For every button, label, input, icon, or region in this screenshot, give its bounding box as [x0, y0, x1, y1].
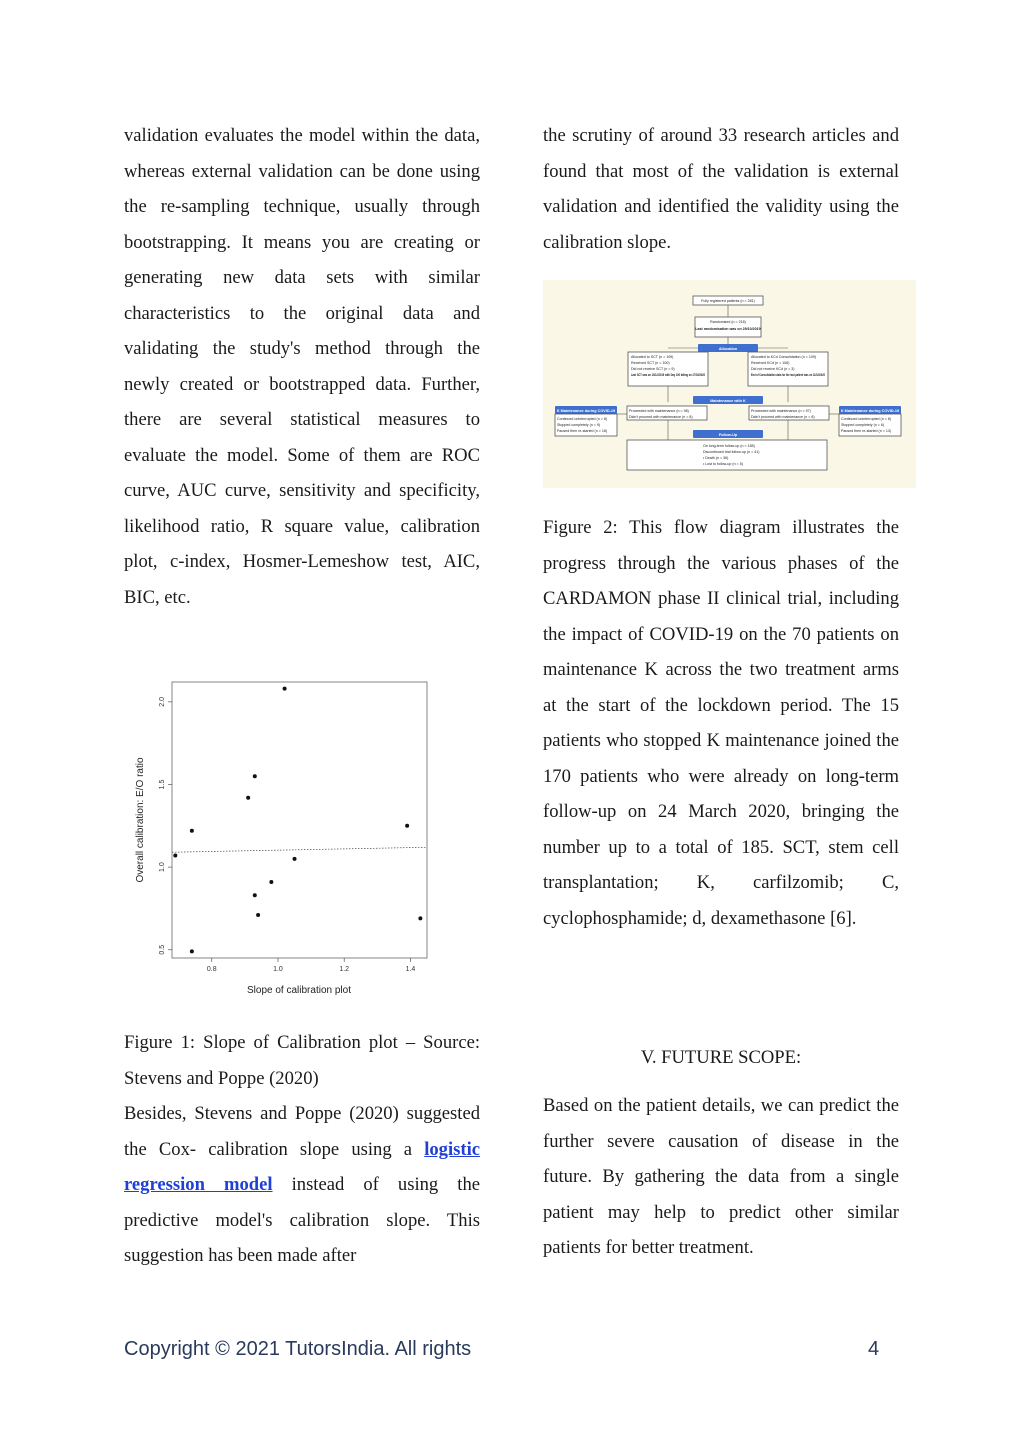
- y-axis-label: Overall calibration: E/O ratio: [135, 757, 146, 883]
- data-point-5: [253, 774, 257, 778]
- data-point-10: [293, 857, 297, 861]
- covid-right-1: Continued uninterrupted (n = 6): [841, 417, 892, 421]
- x-axis-label: Slope of calibration plot: [247, 985, 351, 996]
- y-tick-label: 2.0: [159, 696, 166, 707]
- covid-left-3: Paused then re-started (n = 18): [557, 429, 608, 433]
- covid-left-1: Continued uninterrupted (n = 8): [557, 417, 608, 421]
- section-heading-future-scope: V. FUTURE SCOPE:: [640, 1047, 802, 1068]
- followup-4: • Lost to follow-up (n = 5): [703, 462, 743, 466]
- para2-after-link: instead of using the predictive model's calibration slope. This suggestion has been made after: [124, 1174, 480, 1266]
- calibration-scatter-plot: [130, 676, 430, 998]
- x-tick-label: 1.0: [273, 966, 283, 973]
- followup-2: Discontinued trial follow-up (n = 41): [703, 450, 760, 454]
- data-point-3: [190, 949, 194, 953]
- registered-text: Fully registered patients (n = 281): [701, 299, 755, 303]
- last-randomisation-text: Last randomisation was on 29/10/2019: [695, 327, 761, 331]
- plot-frame: [172, 682, 427, 958]
- data-point-12: [418, 916, 422, 920]
- cardamon-flow-diagram: [543, 280, 916, 488]
- data-point-6: [253, 893, 257, 897]
- right-alloc-line-3: Did not receive KCd (n = 3): [751, 367, 795, 371]
- footer-copyright: Copyright © 2021 TutorsIndia. All rights: [124, 1338, 472, 1360]
- left-alloc-line-3: Did not receive SCT (n = 9): [631, 367, 675, 371]
- figure1-caption-block: [124, 1025, 480, 1274]
- left-maint-1: Proceeded with maintenance (n = 98): [629, 409, 689, 413]
- left-alloc-line-4: Last SCT was on 16/12/2019 with Day 100 falling on 27/03/2020: [631, 373, 705, 377]
- covid-right-3: Paused then re-started (n = 13): [841, 429, 892, 433]
- data-point-8: [269, 880, 273, 884]
- data-point-1: [173, 854, 177, 858]
- covid-right-2: Stopped completely (n = 6): [841, 423, 885, 427]
- footer-page-number: 4: [868, 1338, 880, 1360]
- figure2-caption-block: [543, 510, 899, 936]
- data-point-2: [190, 829, 194, 833]
- x-tick-label: 0.8: [206, 966, 217, 973]
- data-point-9: [283, 687, 287, 691]
- right-paragraph-1: the scrutiny of around 33 research articles and found that most of the validation is external validation and identified the validity using the calibration slope.: [543, 125, 899, 253]
- left-paragraph-1: validation evaluates the model within the data, whereas external validation can be done using the re-sampling technique, usually through bootstrapping. It means you are creating or generating new data sets with similar characteristics to the original data and validating the study's method through the newly created or bootstrapped data. Further, there are several statistical measures to evaluate the model. Some of them are ROC curve, AUC curve, sensitivity and specificity, likelihood ratio, R square value, calibration plot, c-index, Hosmer-Lemeshow test, AIC, BIC, etc.: [124, 125, 480, 608]
- para2-before-link: Besides, Stevens and Poppe (2020) suggested the Cox- calibration slope using a: [124, 1103, 480, 1160]
- right-alloc-line-1: Allocated to KCd Consolidation (n = 109): [751, 355, 817, 359]
- left-paragraph-2: [124, 1096, 480, 1274]
- maintenance-text: Maintenance with K: [710, 399, 746, 403]
- figure1-caption: Figure 1: Slope of Calibration plot – Source: Stevens and Poppe (2020): [124, 1032, 480, 1089]
- followup-text: Follow-Up: [718, 433, 738, 437]
- covid-left-head: K Maintenance during COVID-19: [556, 409, 616, 413]
- covid-right-head: K Maintenance during COVID-19: [840, 409, 900, 413]
- y-tick-label: 0.5: [159, 944, 166, 955]
- reference-line: [172, 847, 427, 852]
- reference-line-group: [172, 847, 427, 852]
- left-alloc-line-1: Allocated to SCT (n = 109): [631, 355, 674, 359]
- followup-1: On long-term follow-up (n = 185): [703, 444, 755, 448]
- x-tick-label: 1.2: [339, 966, 350, 973]
- followup-3: • Death (n = 36): [703, 456, 729, 460]
- y-tick-label: 1.5: [159, 779, 166, 790]
- right-alloc-line-4: End of Consolidation data for the last patient was on 11/02/2020: [751, 373, 825, 377]
- y-tick-label: 1.0: [159, 862, 166, 872]
- right-paragraph-2: Based on the patient details, we can predict the further severe causation of disease in the future. By gathering the data from a single patient may help to predict other similar patients for better treatment.: [543, 1095, 899, 1258]
- right-maint-1: Proceeded with maintenance (n = 97): [751, 409, 811, 413]
- y-ticks-group: [159, 697, 172, 955]
- right-alloc-line-2: Received KCd (n = 106): [751, 361, 790, 365]
- data-point-11: [405, 824, 409, 828]
- future-scope-block: [543, 1088, 899, 1266]
- data-point-7: [256, 913, 260, 917]
- left-alloc-line-2: Received SCT (n = 100): [631, 361, 670, 365]
- left-column: [124, 118, 480, 615]
- right-maint-2: Didn't proceed with maintenance (n = 8): [751, 415, 815, 419]
- logistic-regression-link[interactable]: logistic regression model: [124, 1138, 480, 1195]
- allocation-text: Allocation: [718, 347, 738, 351]
- randomised-text: Randomised (n = 218): [710, 320, 746, 324]
- data-points-group: [173, 687, 422, 954]
- left-maint-2: Didn't proceed with maintenance (n = 8): [629, 415, 693, 419]
- right-column: [543, 118, 899, 260]
- data-point-4: [246, 796, 250, 800]
- covid-left-2: Stopped completely (n = 9): [557, 423, 601, 427]
- figure2-caption: Figure 2: This flow diagram illustrates the progress through the various phases of the CARDAMON phase II clinical trial, including the impact of COVID-19 on the 70 patients on maintenance K across the two treatment arms at the start of the lockdown period. The 15 patients who stopped K maintenance joined the 170 patients who were already on long-term follow-up on 24 March 2020, bringing the number up to a total of 185. SCT, stem cell transplantation; K, carfilzomib; C, cyclophosphamide; d, dexamethasone [6].: [543, 517, 899, 929]
- x-tick-label: 1.4: [405, 966, 416, 973]
- x-ticks-group: [207, 958, 416, 973]
